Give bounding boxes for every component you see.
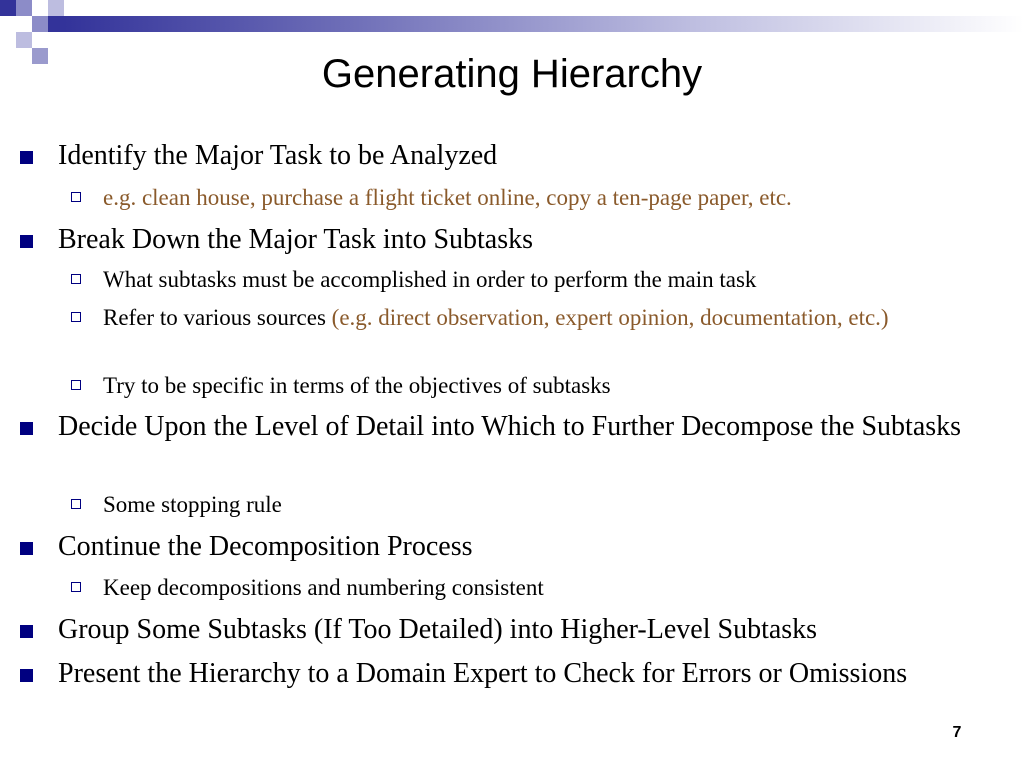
hollow-square-bullet-icon bbox=[71, 582, 81, 592]
sub-bullet-text: What subtasks must be accomplished in order to perform the main task bbox=[103, 267, 757, 292]
sub-bullet-example: e.g. clean house, purchase a flight ticket online, copy a ten-page paper, etc. bbox=[103, 185, 792, 210]
sub-bullet-item bbox=[103, 371, 1003, 401]
bullet-text: Present the Hierarchy to a Domain Expert to Check for Errors or Omissions bbox=[58, 658, 908, 689]
sub-bullet-item bbox=[103, 183, 1003, 213]
square-bullet-icon bbox=[20, 669, 33, 682]
bullet-item bbox=[58, 612, 1008, 648]
hollow-square-bullet-icon bbox=[71, 274, 81, 284]
hollow-square-bullet-icon bbox=[71, 192, 81, 202]
bullet-text: Group Some Subtasks (If Too Detailed) into Higher-Level Subtasks bbox=[58, 614, 818, 645]
bullet-item bbox=[58, 529, 1008, 565]
square-bullet-icon bbox=[20, 542, 33, 555]
square-bullet-icon bbox=[20, 422, 33, 435]
bullet-text: Identify the Major Task to be Analyzed bbox=[58, 140, 498, 171]
square-bullet-icon bbox=[20, 151, 33, 164]
hollow-square-bullet-icon bbox=[71, 380, 81, 390]
sub-bullet-text: Some stopping rule bbox=[103, 492, 282, 517]
bullet-text: Continue the Decomposition Process bbox=[58, 531, 473, 562]
sub-bullet-item bbox=[103, 303, 1003, 333]
square-bullet-icon bbox=[20, 235, 33, 248]
page-number: 7 bbox=[952, 724, 962, 741]
bullet-text: Decide Upon the Level of Detail into Which to Further Decompose the Subtasks bbox=[58, 411, 962, 442]
bullet-item bbox=[58, 138, 1008, 174]
sub-bullet-text: Try to be specific in terms of the objectives of subtasks bbox=[103, 373, 611, 398]
slide-title: Generating Hierarchy bbox=[321, 52, 703, 96]
square-bullet-icon bbox=[20, 625, 33, 638]
bullet-item bbox=[58, 222, 1008, 258]
bullet-item bbox=[58, 409, 1008, 445]
sub-bullet-example: (e.g. direct observation, expert opinion, documentation, etc.) bbox=[331, 305, 889, 330]
bullet-item bbox=[58, 656, 1008, 692]
sub-bullet-item bbox=[103, 490, 1003, 520]
hollow-square-bullet-icon bbox=[71, 312, 81, 322]
hollow-square-bullet-icon bbox=[71, 499, 81, 509]
bullet-text: Break Down the Major Task into Subtasks bbox=[58, 224, 534, 255]
sub-bullet-item bbox=[103, 573, 1003, 603]
sub-bullet-text: Refer to various sources bbox=[103, 305, 332, 330]
sub-bullet-text: Keep decompositions and numbering consistent bbox=[103, 575, 544, 600]
sub-bullet-item bbox=[103, 265, 1003, 295]
